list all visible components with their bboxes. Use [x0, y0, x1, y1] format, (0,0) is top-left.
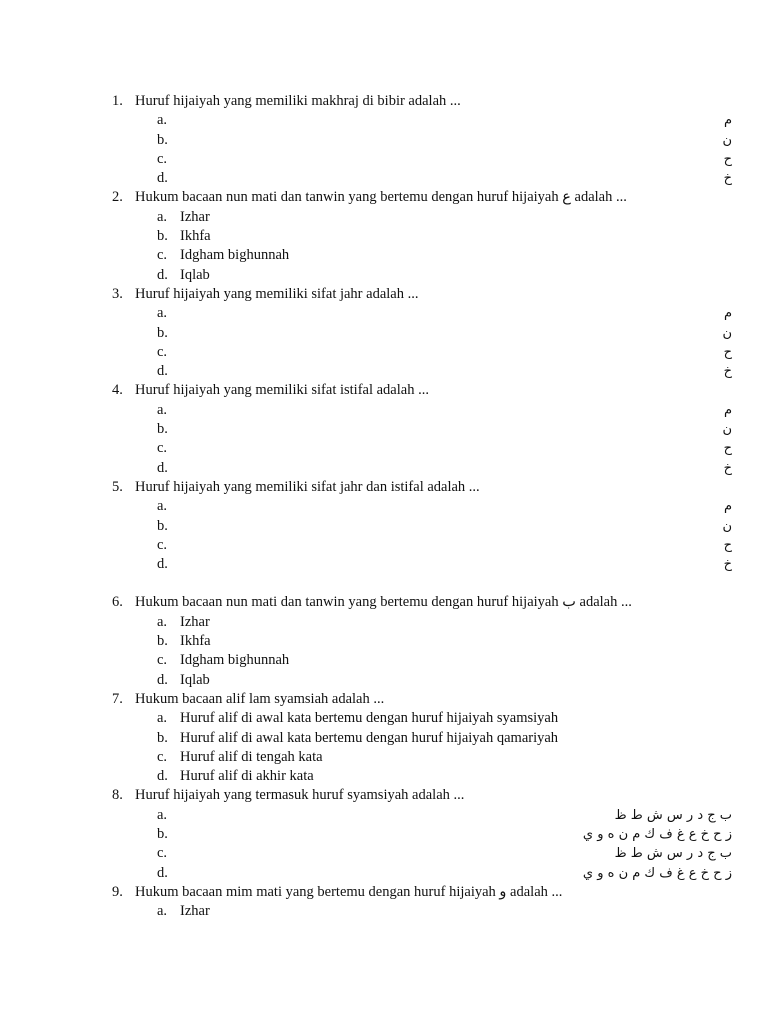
option-letter: b.	[157, 633, 168, 650]
question-item	[112, 478, 732, 574]
question-text: Hukum bacaan mim mati yang bertemu dengan huruf hijaiyah و adalah ...	[135, 883, 563, 900]
option-text: Izhar	[180, 613, 210, 630]
option-text: ح	[723, 441, 732, 457]
option-text: ب ج د ر س ش ط ظ	[614, 807, 732, 823]
option-letter: c.	[157, 748, 168, 765]
question-number: 2.	[112, 189, 123, 206]
question-text: Huruf hijaiyah yang termasuk huruf syamsiyah adalah ...	[135, 787, 465, 804]
question-item	[112, 188, 732, 284]
option-text: خ	[723, 557, 732, 573]
option-text: ح	[723, 344, 732, 360]
option-letter: a.	[157, 401, 168, 418]
question-number: 4.	[112, 382, 123, 399]
option-item	[112, 208, 732, 227]
option-text: Huruf alif di awal kata bertemu dengan huruf hijaiyah syamsiyah	[180, 710, 559, 727]
option-item	[112, 420, 732, 439]
option-item	[112, 343, 732, 362]
question-item	[112, 883, 732, 922]
option-item	[112, 748, 732, 767]
option-item	[112, 131, 732, 150]
option-item	[112, 844, 732, 863]
option-text: ح	[723, 537, 732, 553]
option-item	[112, 729, 732, 748]
option-letter: a.	[157, 710, 168, 727]
option-item	[112, 613, 732, 632]
question-item	[112, 285, 732, 381]
option-letter: b.	[157, 131, 168, 148]
option-letter: b.	[157, 729, 168, 746]
question-number: 6.	[112, 594, 123, 611]
option-text: Huruf alif di akhir kata	[180, 768, 314, 785]
option-letter: c.	[157, 440, 168, 457]
question-item	[112, 381, 732, 477]
option-letter: a.	[157, 903, 168, 920]
option-text: Izhar	[180, 208, 210, 225]
option-list	[112, 208, 732, 285]
question-row	[112, 92, 732, 111]
option-letter: d.	[157, 363, 168, 380]
option-text: ز ح خ ع غ ف ك م ن ه و ي	[582, 865, 732, 881]
option-letter: c.	[157, 247, 168, 264]
option-text: ز ح خ ع غ ف ك م ن ه و ي	[582, 826, 732, 842]
option-item	[112, 651, 732, 670]
question-text: Huruf hijaiyah yang memiliki sifat jahr dan istifal adalah ...	[135, 478, 480, 495]
option-item	[112, 246, 732, 265]
question-number: 9.	[112, 883, 123, 900]
option-text: خ	[723, 171, 732, 187]
option-text: م	[723, 113, 732, 129]
question-number: 3.	[112, 285, 123, 302]
option-text: Iqlab	[180, 671, 210, 688]
option-text: Ikhfa	[180, 633, 211, 650]
question-list	[112, 92, 732, 921]
option-item	[112, 266, 732, 285]
option-text: ن	[722, 422, 732, 438]
question-item	[112, 690, 732, 786]
option-item	[112, 111, 732, 130]
option-text: ح	[723, 151, 732, 167]
option-text: Idgham bighunnah	[180, 247, 290, 264]
option-text: خ	[723, 460, 732, 476]
question-row	[112, 188, 732, 207]
option-text: Huruf alif di awal kata bertemu dengan huruf hijaiyah qamariyah	[180, 729, 559, 746]
option-text: Ikhfa	[180, 228, 211, 245]
option-list	[112, 902, 732, 921]
option-list	[112, 806, 732, 883]
question-row	[112, 381, 732, 400]
question-item	[112, 593, 732, 689]
option-letter: a.	[157, 613, 168, 630]
option-item	[112, 401, 732, 420]
option-letter: d.	[157, 459, 168, 476]
option-item	[112, 555, 732, 574]
option-list	[112, 304, 732, 381]
question-row	[112, 478, 732, 497]
option-item	[112, 169, 732, 188]
option-item	[112, 227, 732, 246]
option-item	[112, 536, 732, 555]
option-letter: c.	[157, 150, 168, 167]
option-item	[112, 806, 732, 825]
question-number: 7.	[112, 690, 123, 707]
option-item	[112, 671, 732, 690]
option-letter: a.	[157, 806, 168, 823]
option-item	[112, 150, 732, 169]
option-text: Idgham bighunnah	[180, 652, 290, 669]
question-text: Huruf hijaiyah yang memiliki sifat istifal adalah ...	[135, 382, 429, 399]
question-number: 8.	[112, 787, 123, 804]
option-item	[112, 304, 732, 323]
option-text: Iqlab	[180, 266, 210, 283]
question-text: Hukum bacaan nun mati dan tanwin yang bertemu dengan huruf hijaiyah ع adalah ...	[135, 189, 627, 206]
option-letter: a.	[157, 305, 168, 322]
option-item	[112, 439, 732, 458]
question-text: Hukum bacaan nun mati dan tanwin yang bertemu dengan huruf hijaiyah ب adalah ...	[135, 594, 632, 611]
option-letter: c.	[157, 845, 168, 862]
option-text: م	[723, 499, 732, 515]
option-letter: a.	[157, 208, 168, 225]
option-letter: c.	[157, 652, 168, 669]
option-letter: a.	[157, 498, 168, 515]
question-row	[112, 883, 732, 902]
option-letter: d.	[157, 170, 168, 187]
option-letter: b.	[157, 825, 168, 842]
option-item	[112, 362, 732, 381]
option-letter: b.	[157, 324, 168, 341]
question-row	[112, 285, 732, 304]
question-row	[112, 690, 732, 709]
question-text: Huruf hijaiyah yang memiliki sifat jahr adalah ...	[135, 285, 419, 302]
option-list	[112, 613, 732, 690]
option-text: ب ج د ر س ش ط ظ	[614, 846, 732, 862]
option-item	[112, 497, 732, 516]
option-list	[112, 111, 732, 188]
question-number: 5.	[112, 478, 123, 495]
question-number: 1.	[112, 93, 123, 109]
option-letter: b.	[157, 228, 168, 245]
question-row	[112, 786, 732, 805]
option-text: م	[723, 306, 732, 322]
option-list	[112, 709, 732, 786]
option-text: م	[723, 402, 732, 418]
question-text: Huruf hijaiyah yang memiliki makhraj di bibir adalah ...	[135, 93, 461, 109]
option-letter: d.	[157, 671, 168, 688]
option-letter: d.	[157, 266, 168, 283]
option-item	[112, 767, 732, 786]
option-letter: d.	[157, 768, 168, 785]
option-letter: d.	[157, 864, 168, 881]
option-item	[112, 709, 732, 728]
question-row	[112, 593, 732, 612]
question-text: Hukum bacaan alif lam syamsiah adalah ...	[135, 690, 385, 707]
option-letter: b.	[157, 421, 168, 438]
option-item	[112, 864, 732, 883]
option-letter: a.	[157, 112, 168, 129]
option-item	[112, 902, 732, 921]
option-letter: d.	[157, 556, 168, 573]
option-item	[112, 459, 732, 478]
option-letter: b.	[157, 517, 168, 534]
option-list	[112, 497, 732, 574]
option-text: ن	[722, 325, 732, 341]
question-item	[112, 786, 732, 882]
option-letter: c.	[157, 536, 168, 553]
option-list	[112, 401, 732, 478]
option-letter: c.	[157, 343, 168, 360]
option-text: Huruf alif di tengah kata	[180, 748, 323, 765]
question-item	[112, 92, 732, 188]
option-item	[112, 825, 732, 844]
option-text: ن	[722, 518, 732, 534]
option-item	[112, 632, 732, 651]
option-text: Izhar	[180, 903, 210, 920]
option-text: ن	[722, 132, 732, 148]
option-item	[112, 324, 732, 343]
option-item	[112, 517, 732, 536]
option-text: خ	[723, 364, 732, 380]
